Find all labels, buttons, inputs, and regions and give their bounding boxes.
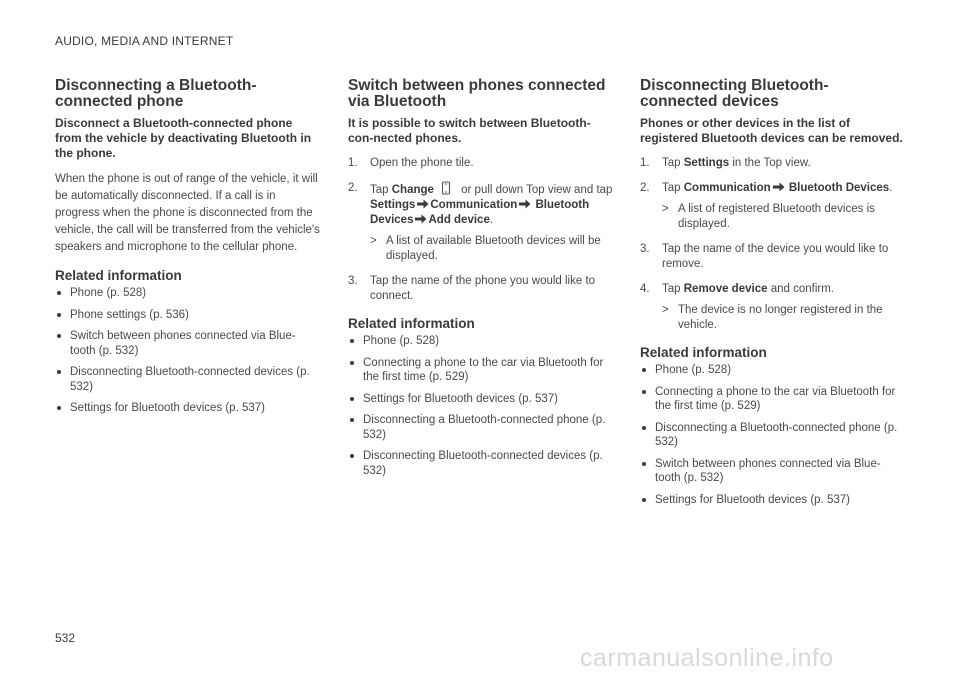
step-2: 2. Tap Communication Bluetooth Devices. > A list of registered Bluetooth devices is displayed. xyxy=(640,181,906,232)
related-link[interactable]: Disconnecting a Bluetooth-connected phone (p. 532) xyxy=(640,421,906,450)
bullet-icon xyxy=(57,291,61,295)
change-label: Change xyxy=(391,184,434,196)
bluetooth-devices-label: Bluetooth Devices xyxy=(370,199,590,226)
related-link[interactable]: Disconnecting Bluetooth-connected devices (p. 532) xyxy=(348,449,614,478)
step-2: 2. Tap Change or pull down Top view and tap Settings Communication Bluetooth Devices Add device. > A list of available Bluetooth devices will be displayed. xyxy=(348,182,613,262)
bullet-icon xyxy=(57,370,61,374)
related-link[interactable]: Switch between phones connected via Blue-tooth (p. 532) xyxy=(55,329,321,358)
related-link[interactable]: Settings for Bluetooth devices (p. 537) xyxy=(348,392,614,407)
communication-label: Communication xyxy=(683,182,771,194)
step-3: 3. Tap the name of the phone you would like to connect. xyxy=(348,275,596,302)
step-3: 3. Tap the name of the device you would like to remove. xyxy=(640,243,889,270)
bullet-icon xyxy=(350,397,354,401)
related-link[interactable]: Phone (p. 528) xyxy=(640,363,906,378)
arrow-right-icon xyxy=(518,199,531,209)
remove-device-label: Remove device xyxy=(683,283,768,295)
arrow-right-icon xyxy=(772,182,785,192)
bullet-icon xyxy=(642,368,646,372)
step-result: > The device is no longer registered in the vehicle. xyxy=(662,304,883,331)
settings-label: Settings xyxy=(683,157,730,169)
lead-text: Disconnect a Bluetooth-connected phone from the vehicle by deactivating Bluetooth in the phone. xyxy=(55,116,312,160)
add-device-label: Add device xyxy=(428,214,490,226)
section-switch-phones xyxy=(348,78,614,485)
step-1: 1. Tap Settings in the Top view. xyxy=(640,157,811,169)
step-result: > A list of available Bluetooth devices will be displayed. xyxy=(370,235,601,262)
related-link[interactable]: Phone settings (p. 536) xyxy=(55,308,321,323)
bullet-icon xyxy=(57,334,61,338)
arrow-right-icon xyxy=(416,199,429,209)
step-4: 4. Tap Remove device and confirm. > The device is no longer registered in the vehicle. xyxy=(640,282,906,333)
section-title: Disconnecting Bluetooth-connected devices xyxy=(640,77,829,110)
body-text: When the phone is out of range of the vehicle, it will be automatically disconnected. If a call is in progress when the phone is disconnected from the vehicle, the call will be transferred from the vehicle's speakers and microphone to the cellular phone. xyxy=(55,173,320,253)
related-info-list xyxy=(55,286,321,416)
settings-label: Settings xyxy=(370,199,416,211)
related-info-heading: Related information xyxy=(640,345,767,360)
related-link[interactable]: Phone (p. 528) xyxy=(55,286,321,301)
bullet-icon xyxy=(57,313,61,317)
step-result: > A list of registered Bluetooth devices is displayed. xyxy=(662,203,875,230)
lead-text: Phones or other devices in the list of registered Bluetooth devices can be removed. xyxy=(640,116,903,145)
related-link[interactable]: Settings for Bluetooth devices (p. 537) xyxy=(55,401,321,416)
related-link[interactable]: Disconnecting a Bluetooth-connected phone (p. 532) xyxy=(348,413,614,442)
bluetooth-devices-label: Bluetooth Devices xyxy=(788,182,890,194)
bullet-icon xyxy=(642,390,646,394)
bullet-icon xyxy=(350,418,354,422)
section-header: AUDIO, MEDIA AND INTERNET xyxy=(55,34,234,48)
related-link[interactable]: Switch between phones connected via Blue-tooth (p. 532) xyxy=(640,457,906,486)
section-disconnect-devices xyxy=(640,78,906,514)
watermark-text: carmanualsonline.info xyxy=(580,644,834,672)
related-link[interactable]: Phone (p. 528) xyxy=(348,334,614,349)
related-info-heading: Related information xyxy=(55,268,182,283)
related-info-heading: Related information xyxy=(348,316,475,331)
bullet-icon xyxy=(350,361,354,365)
related-link[interactable]: Connecting a phone to the car via Bluetooth for the first time (p. 529) xyxy=(348,356,614,385)
phone-icon xyxy=(437,181,455,195)
step-1: 1. Open the phone tile. xyxy=(348,157,474,169)
related-info-list xyxy=(348,334,614,478)
section-title: Disconnecting a Bluetooth-connected phone xyxy=(55,77,257,110)
section-title: Switch between phones connected via Bluetooth xyxy=(348,77,606,110)
bullet-icon xyxy=(642,498,646,502)
lead-text: It is possible to switch between Bluetooth-con-nected phones. xyxy=(348,116,591,145)
section-disconnect-phone xyxy=(55,78,321,423)
bullet-icon xyxy=(642,462,646,466)
bullet-icon xyxy=(642,426,646,430)
related-link[interactable]: Settings for Bluetooth devices (p. 537) xyxy=(640,493,906,508)
communication-label: Communication xyxy=(430,199,518,211)
bullet-icon xyxy=(350,339,354,343)
related-link[interactable]: Disconnecting Bluetooth-connected devices (p. 532) xyxy=(55,365,321,394)
related-info-list xyxy=(640,363,906,507)
page-number: 532 xyxy=(55,631,76,645)
bullet-icon xyxy=(57,406,61,410)
related-link[interactable]: Connecting a phone to the car via Bluetooth for the first time (p. 529) xyxy=(640,385,906,414)
bullet-icon xyxy=(350,454,354,458)
arrow-right-icon xyxy=(414,214,427,224)
